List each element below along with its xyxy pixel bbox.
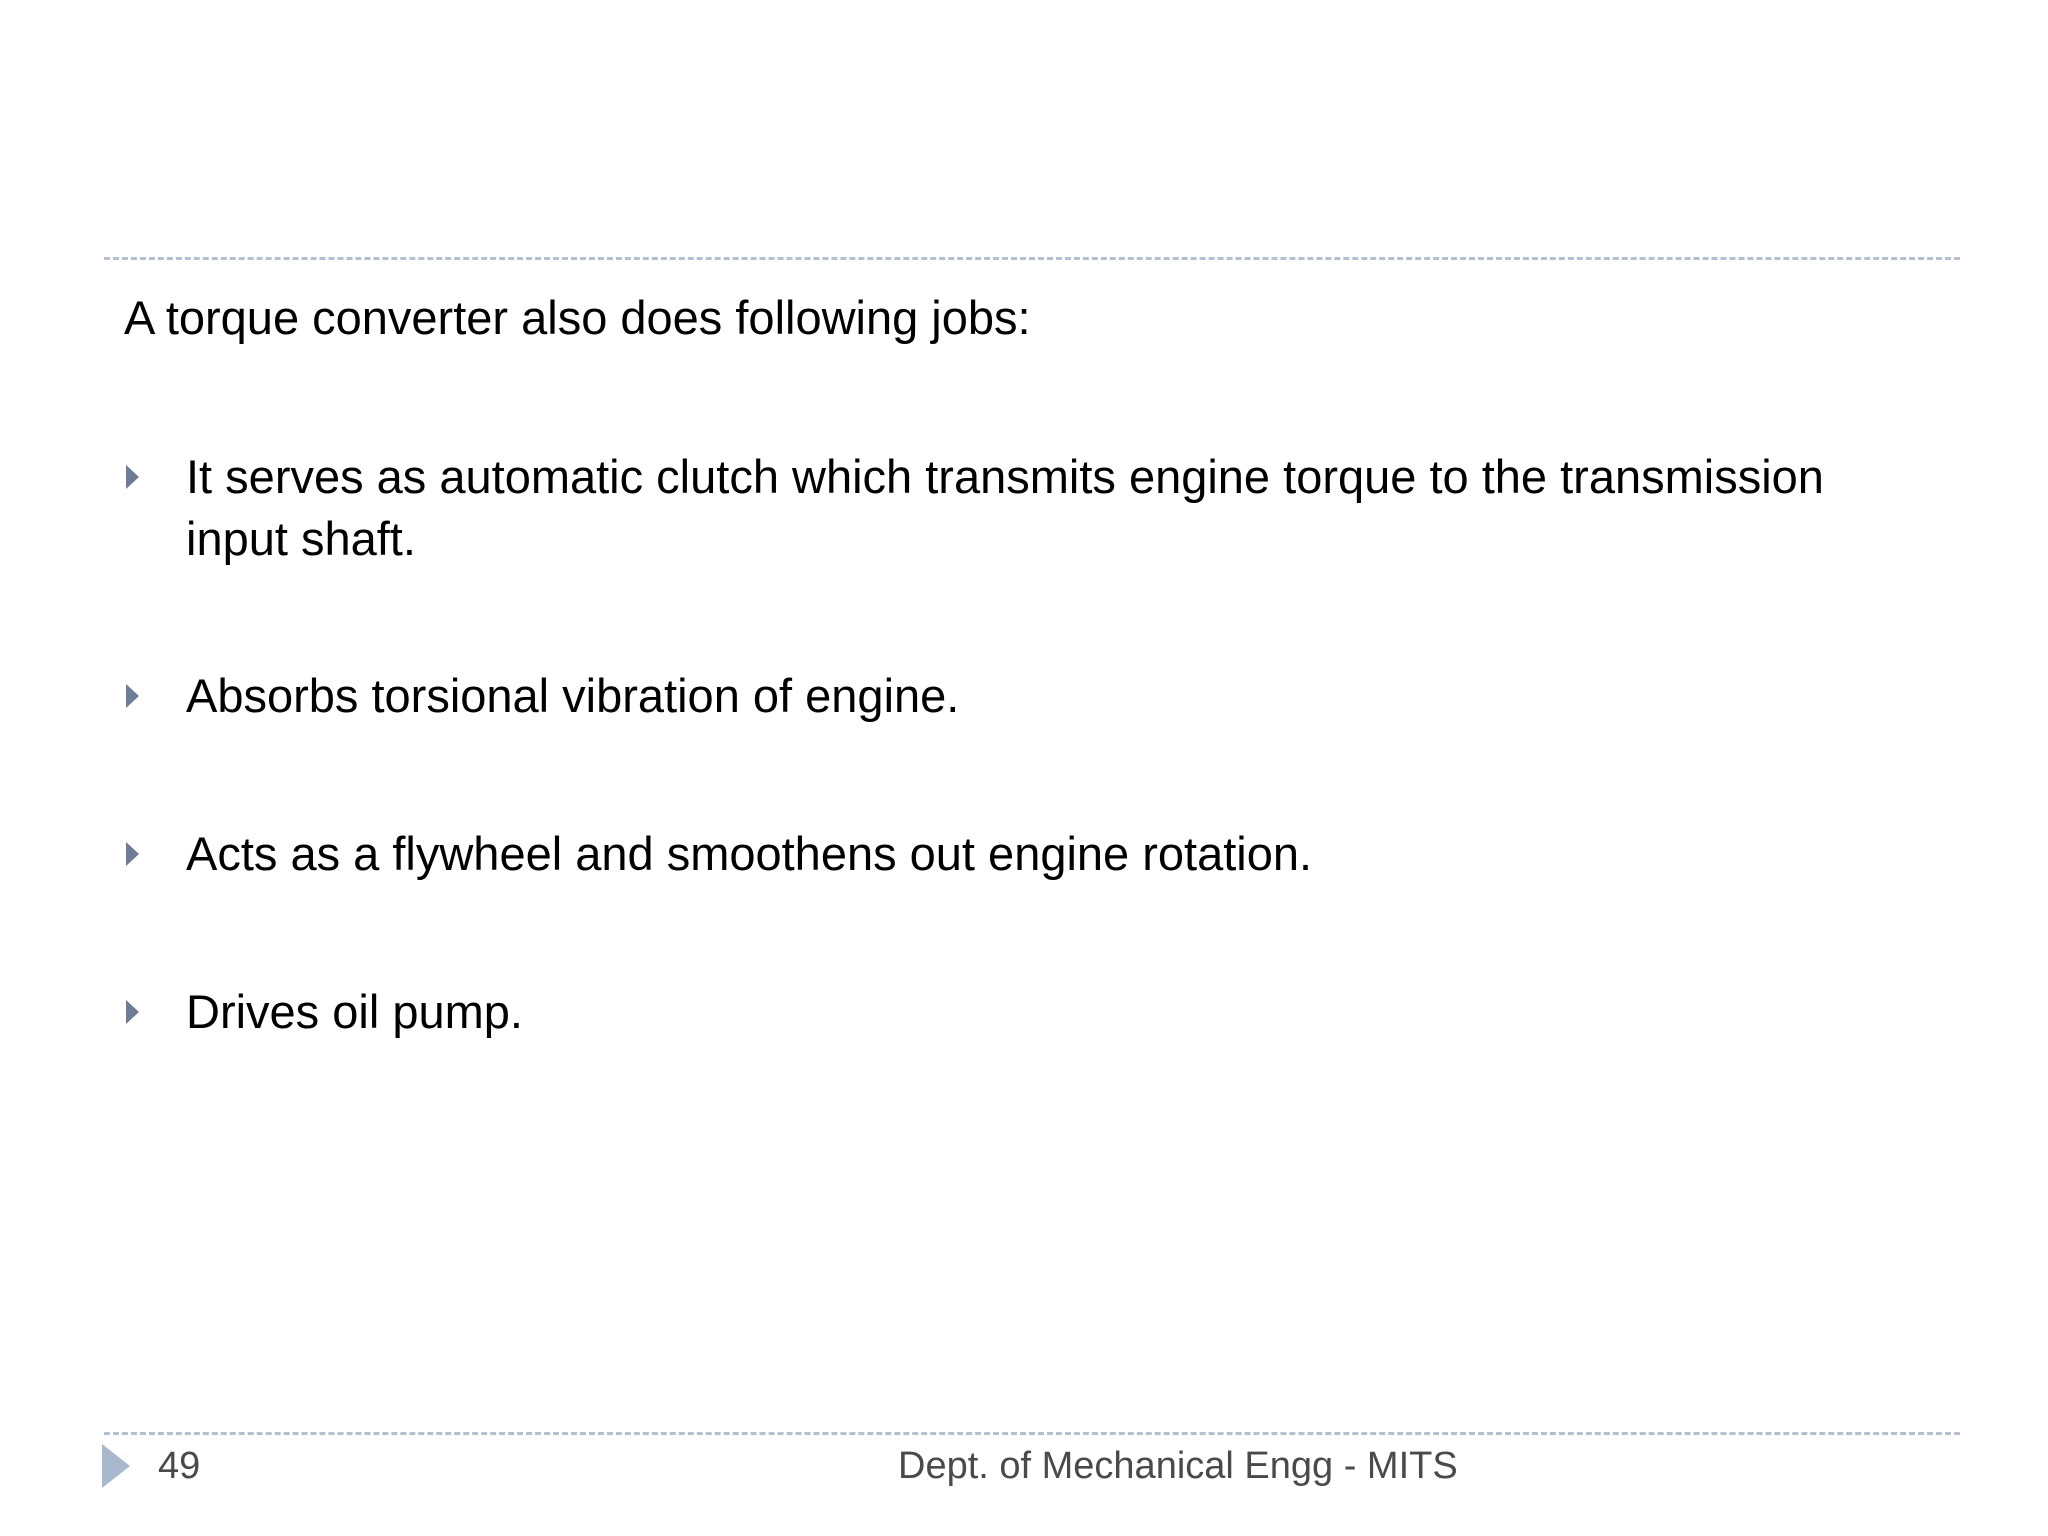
right-triangle-bullet-icon (126, 842, 139, 866)
bullet-text: It serves as automatic clutch which transmits engine torque to the transmission input shaft. (186, 450, 1824, 565)
bullet-text: Acts as a flywheel and smoothens out engine rotation. (186, 827, 1313, 880)
right-triangle-bullet-icon (126, 1000, 139, 1024)
page-number: 49 (158, 1445, 201, 1487)
footer-text: Dept. of Mechanical Engg - MITS (898, 1445, 1458, 1487)
bottom-divider (104, 1432, 1960, 1435)
intro-text: A torque converter also does following jobs: (124, 291, 1031, 344)
bullet-item (124, 446, 1904, 570)
bullet-text: Absorbs torsional vibration of engine. (186, 669, 960, 722)
right-triangle-icon (102, 1444, 130, 1488)
top-divider (104, 257, 1960, 260)
right-triangle-bullet-icon (126, 684, 139, 708)
bullet-item (124, 665, 1904, 727)
bullet-text: Drives oil pump. (186, 985, 523, 1038)
right-triangle-bullet-icon (126, 465, 139, 489)
bullet-item (124, 823, 1904, 885)
bullet-item (124, 981, 1904, 1043)
bullet-list (124, 446, 1904, 1138)
